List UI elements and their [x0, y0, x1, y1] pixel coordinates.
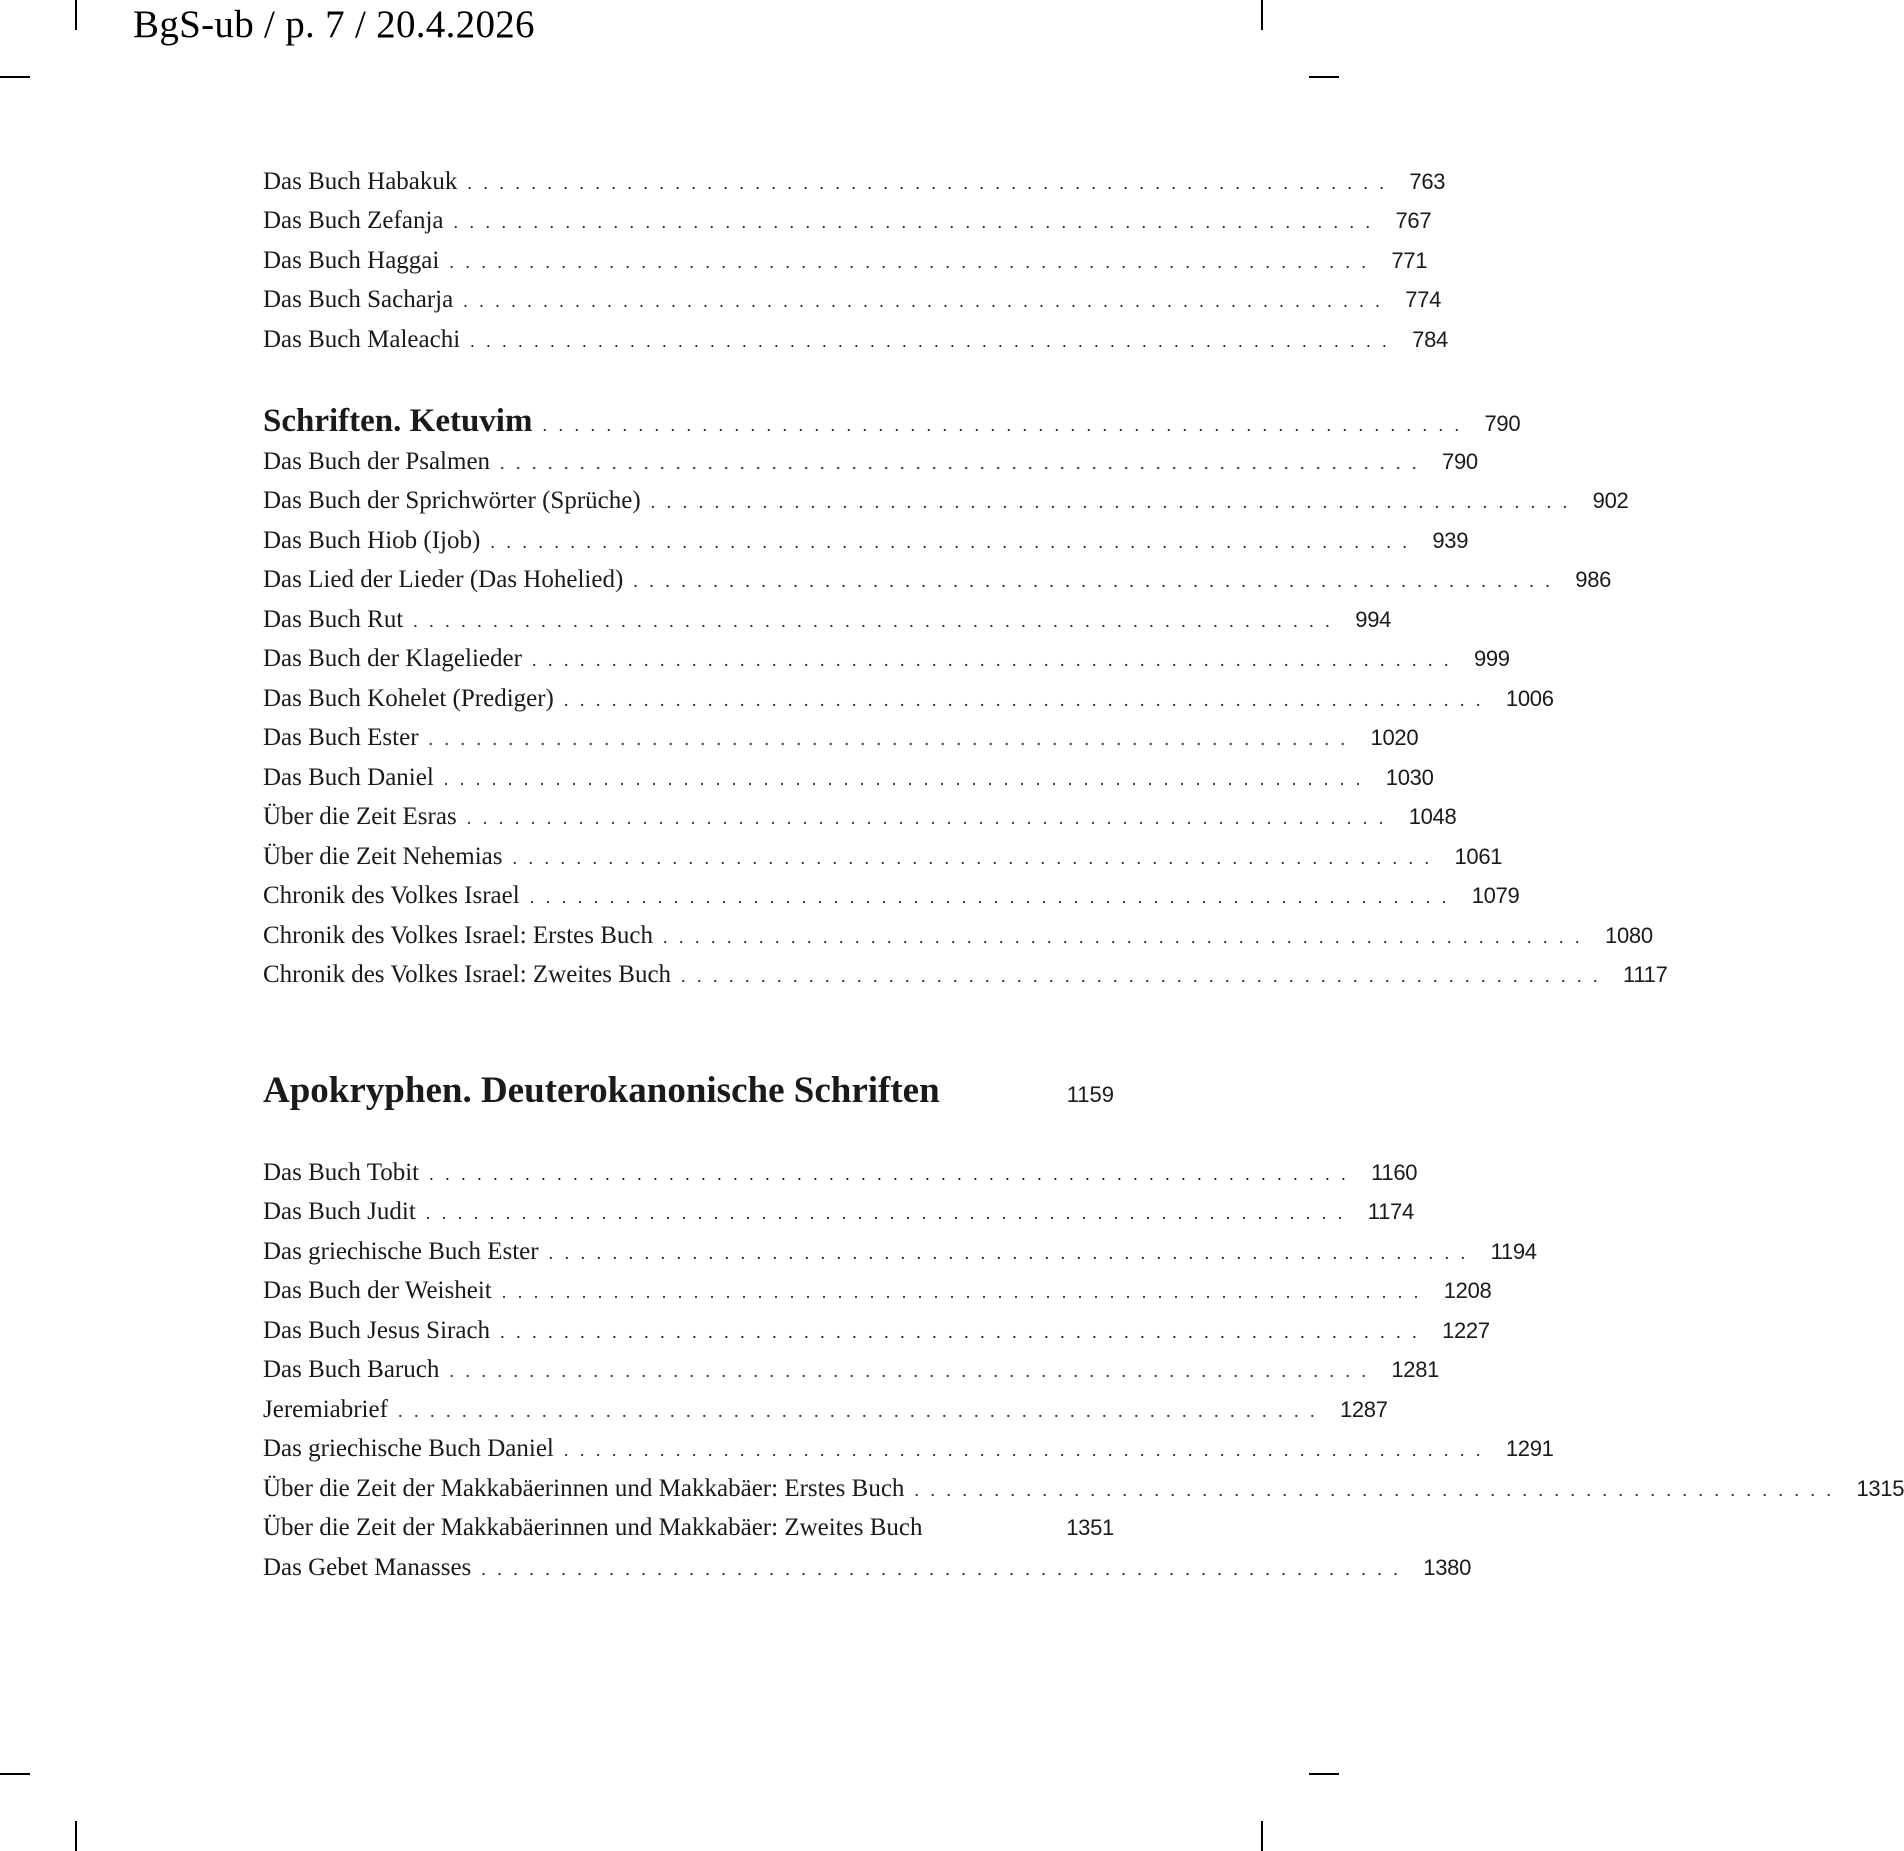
dot-leader: .......................................................... [563, 1440, 1492, 1460]
toc-part-heading[interactable] [263, 1066, 1114, 1116]
crop-mark-bottom-right [1261, 1821, 1263, 1851]
toc-entry-title: Das Gebet Manasses [263, 1554, 472, 1581]
dot-leader: .......................................................... [633, 571, 1562, 591]
dot-leader: .......................................................... [563, 690, 1492, 710]
toc-entry[interactable] [263, 1392, 1388, 1428]
crop-mark-left-lower [0, 1773, 30, 1775]
page-header: BgS-ub / p. 7 / 20.4.2026 [133, 3, 535, 46]
toc-entry-title: Das Buch der Psalmen [263, 448, 491, 475]
dot-leader: .......................................................... [529, 887, 1458, 907]
crop-mark-bottom-left [75, 1821, 77, 1851]
toc-entry-page: 774 [1405, 287, 1442, 312]
toc-entry-page: 1380 [1423, 1555, 1472, 1580]
dot-leader: .......................................................... [914, 1480, 1843, 1500]
dot-leader: .......................................................... [650, 492, 1579, 512]
toc-entry-title: Das Buch Judit [263, 1198, 416, 1225]
toc-entry[interactable] [263, 1273, 1492, 1309]
toc-entry-title: Über die Zeit Nehemias [263, 843, 503, 870]
toc-entry[interactable] [263, 562, 1612, 598]
toc-entry-title: Das Buch Zefanja [263, 207, 444, 234]
toc-entry-page: 1048 [1408, 804, 1457, 829]
toc-entry-title: Chronik des Volkes Israel: Erstes Buch [263, 922, 654, 949]
toc-entry-page: 1174 [1367, 1199, 1414, 1224]
toc-entry-title: Das Buch Haggai [263, 247, 440, 274]
toc-entry-page: 763 [1409, 169, 1446, 194]
dot-leader: .......................................................... [428, 729, 1357, 749]
toc-entry-page: 771 [1391, 248, 1428, 273]
toc-entry-title: Das Buch Rut [263, 606, 404, 633]
toc-entry-title: Das Buch der Sprichwörter (Sprüche) [263, 487, 641, 514]
toc-entry-title: Das griechische Buch Daniel [263, 1435, 554, 1462]
dot-leader: .......................................................... [449, 1361, 1378, 1381]
toc-entry-page: 767 [1395, 208, 1432, 233]
toc-entry-page: 1117 [1623, 962, 1668, 987]
toc-part-title: Apokryphen. Deuterokanonische Schriften [263, 1070, 940, 1111]
dot-leader: .......................................................... [501, 1282, 1430, 1302]
toc-entry-page: 1030 [1385, 765, 1434, 790]
toc-entry-page: 1006 [1505, 686, 1554, 711]
dot-leader: .......................................................... [449, 252, 1378, 272]
dot-leader: .......................................................... [500, 1322, 1429, 1342]
toc-entry-page: 1079 [1471, 883, 1520, 908]
dot-leader: .......................................................... [425, 1203, 1354, 1223]
toc-part-page: 1159 [1066, 1082, 1114, 1107]
toc-entry-title: Jeremiabrief [263, 1396, 388, 1423]
toc-entry-page: 1287 [1339, 1397, 1388, 1422]
toc-entry[interactable] [263, 1155, 1418, 1191]
toc-entry-page: 1227 [1442, 1318, 1490, 1343]
toc-entry-title: Chronik des Volkes Israel: Zweites Buch [263, 961, 672, 988]
toc-entry-page: 902 [1592, 488, 1629, 513]
toc-section-heading[interactable] [263, 400, 1521, 442]
toc-entry-page: 999 [1473, 646, 1510, 671]
toc-entry[interactable] [263, 1234, 1537, 1270]
toc-entry-title: Das Buch Kohelet (Prediger) [263, 685, 554, 712]
toc-entry[interactable] [263, 282, 1442, 318]
toc-entry-title: Über die Zeit der Makkabäerinnen und Makkabäer: Erstes Buch [263, 1475, 905, 1502]
toc-entry-title: Das Buch Sacharja [263, 286, 454, 313]
dot-leader: .......................................................... [548, 1243, 1477, 1263]
toc-entry[interactable] [263, 203, 1432, 239]
toc-entry[interactable] [263, 1194, 1414, 1230]
toc-entry-title: Das Buch Jesus Sirach [263, 1317, 491, 1344]
toc-section-title: Schriften. Ketuvim [263, 403, 533, 439]
toc-entry-title: Das Lied der Lieder (Das Hohelied) [263, 566, 624, 593]
toc-entry-title: Das Buch Hiob (Ijob) [263, 527, 481, 554]
dot-leader: .......................................................... [681, 966, 1610, 986]
toc-entry[interactable] [263, 164, 1446, 200]
toc-entry[interactable] [263, 1550, 1472, 1586]
toc-entry-page: 790 [1442, 449, 1478, 474]
dot-leader: .......................................................... [500, 453, 1429, 473]
toc-entry-page: 1351 [1066, 1515, 1114, 1540]
toc-entry[interactable] [263, 602, 1392, 638]
toc-entry-page: 1080 [1605, 923, 1653, 948]
toc-entry-page: 986 [1575, 567, 1612, 592]
toc-entry-page: 1291 [1505, 1436, 1554, 1461]
toc-entry[interactable] [263, 641, 1510, 677]
toc-entry-title: Das Buch der Weisheit [263, 1277, 492, 1304]
toc-entry[interactable] [263, 878, 1520, 914]
crop-mark-right-upper [1309, 76, 1339, 78]
toc-entry-page: 1194 [1490, 1239, 1537, 1264]
toc-entry-title: Chronik des Volkes Israel [263, 882, 520, 909]
toc-entry[interactable] [263, 1431, 1554, 1467]
toc-section-page: 790 [1484, 411, 1521, 436]
toc-entry[interactable] [263, 322, 1448, 358]
toc-entry[interactable] [263, 483, 1629, 519]
toc-entry[interactable] [263, 720, 1419, 756]
crop-mark-top-right [1261, 0, 1263, 30]
crop-mark-top-left [75, 0, 77, 30]
toc-entry[interactable] [263, 1352, 1440, 1388]
dot-leader: .......................................................... [663, 927, 1592, 947]
toc-entry-title: Das griechische Buch Ester [263, 1238, 539, 1265]
toc-entry-title: Über die Zeit der Makkabäerinnen und Makkabäer: Zweites Buch [263, 1514, 923, 1541]
toc-entry-title: Das Buch Ester [263, 724, 419, 751]
dot-leader: .......................................................... [397, 1401, 1326, 1421]
dot-leader: .......................................................... [463, 291, 1392, 311]
dot-leader: .......................................................... [490, 532, 1419, 552]
toc-entry-title: Das Buch Baruch [263, 1356, 440, 1383]
toc-entry[interactable] [263, 523, 1469, 559]
toc-entry-title: Über die Zeit Esras [263, 803, 457, 830]
dot-leader: .......................................................... [542, 415, 1471, 435]
toc-entry[interactable] [263, 243, 1428, 279]
toc-entry[interactable] [263, 799, 1457, 835]
dot-leader: .......................................................... [531, 650, 1460, 670]
toc-entry[interactable] [263, 760, 1434, 796]
toc-entry-title: Das Buch Maleachi [263, 326, 461, 353]
toc-entry[interactable] [263, 1471, 1904, 1507]
toc-entry[interactable] [263, 957, 1668, 993]
toc-entry-page: 1160 [1371, 1160, 1418, 1185]
dot-leader: .......................................................... [512, 848, 1441, 868]
dot-leader: .......................................................... [470, 331, 1399, 351]
toc-entry-page: 994 [1355, 607, 1392, 632]
crop-mark-right-lower [1309, 1773, 1339, 1775]
toc-entry-page: 1020 [1370, 725, 1419, 750]
toc-entry-page: 939 [1432, 528, 1469, 553]
toc-entry[interactable] [263, 681, 1554, 717]
toc-entry-title: Das Buch Habakuk [263, 168, 458, 195]
dot-leader: .......................................................... [443, 769, 1372, 789]
toc-entry-page: 1281 [1391, 1357, 1440, 1382]
toc-entry[interactable] [263, 839, 1503, 875]
dot-leader: .......................................................... [466, 808, 1395, 828]
toc-entry-page: 784 [1412, 327, 1448, 352]
toc-entry[interactable] [263, 444, 1478, 480]
toc-entry-title: Das Buch der Klagelieder [263, 645, 522, 672]
toc-entry-title: Das Buch Daniel [263, 764, 434, 791]
crop-mark-left-upper [0, 76, 30, 78]
toc-entry-page: 1315 [1856, 1476, 1904, 1501]
toc-entry[interactable] [263, 918, 1653, 954]
toc-entry-page: 1208 [1443, 1278, 1492, 1303]
toc-entry-page: 1061 [1454, 844, 1503, 869]
dot-leader: .......................................................... [413, 611, 1342, 631]
dot-leader: .......................................................... [453, 212, 1382, 232]
dot-leader: .......................................................... [481, 1559, 1410, 1579]
dot-leader: .......................................................... [467, 173, 1396, 193]
toc-entry[interactable] [263, 1510, 1114, 1546]
toc-entry-title: Das Buch Tobit [263, 1159, 420, 1186]
dot-leader: .......................................................... [429, 1164, 1358, 1184]
toc-entry[interactable] [263, 1313, 1490, 1349]
